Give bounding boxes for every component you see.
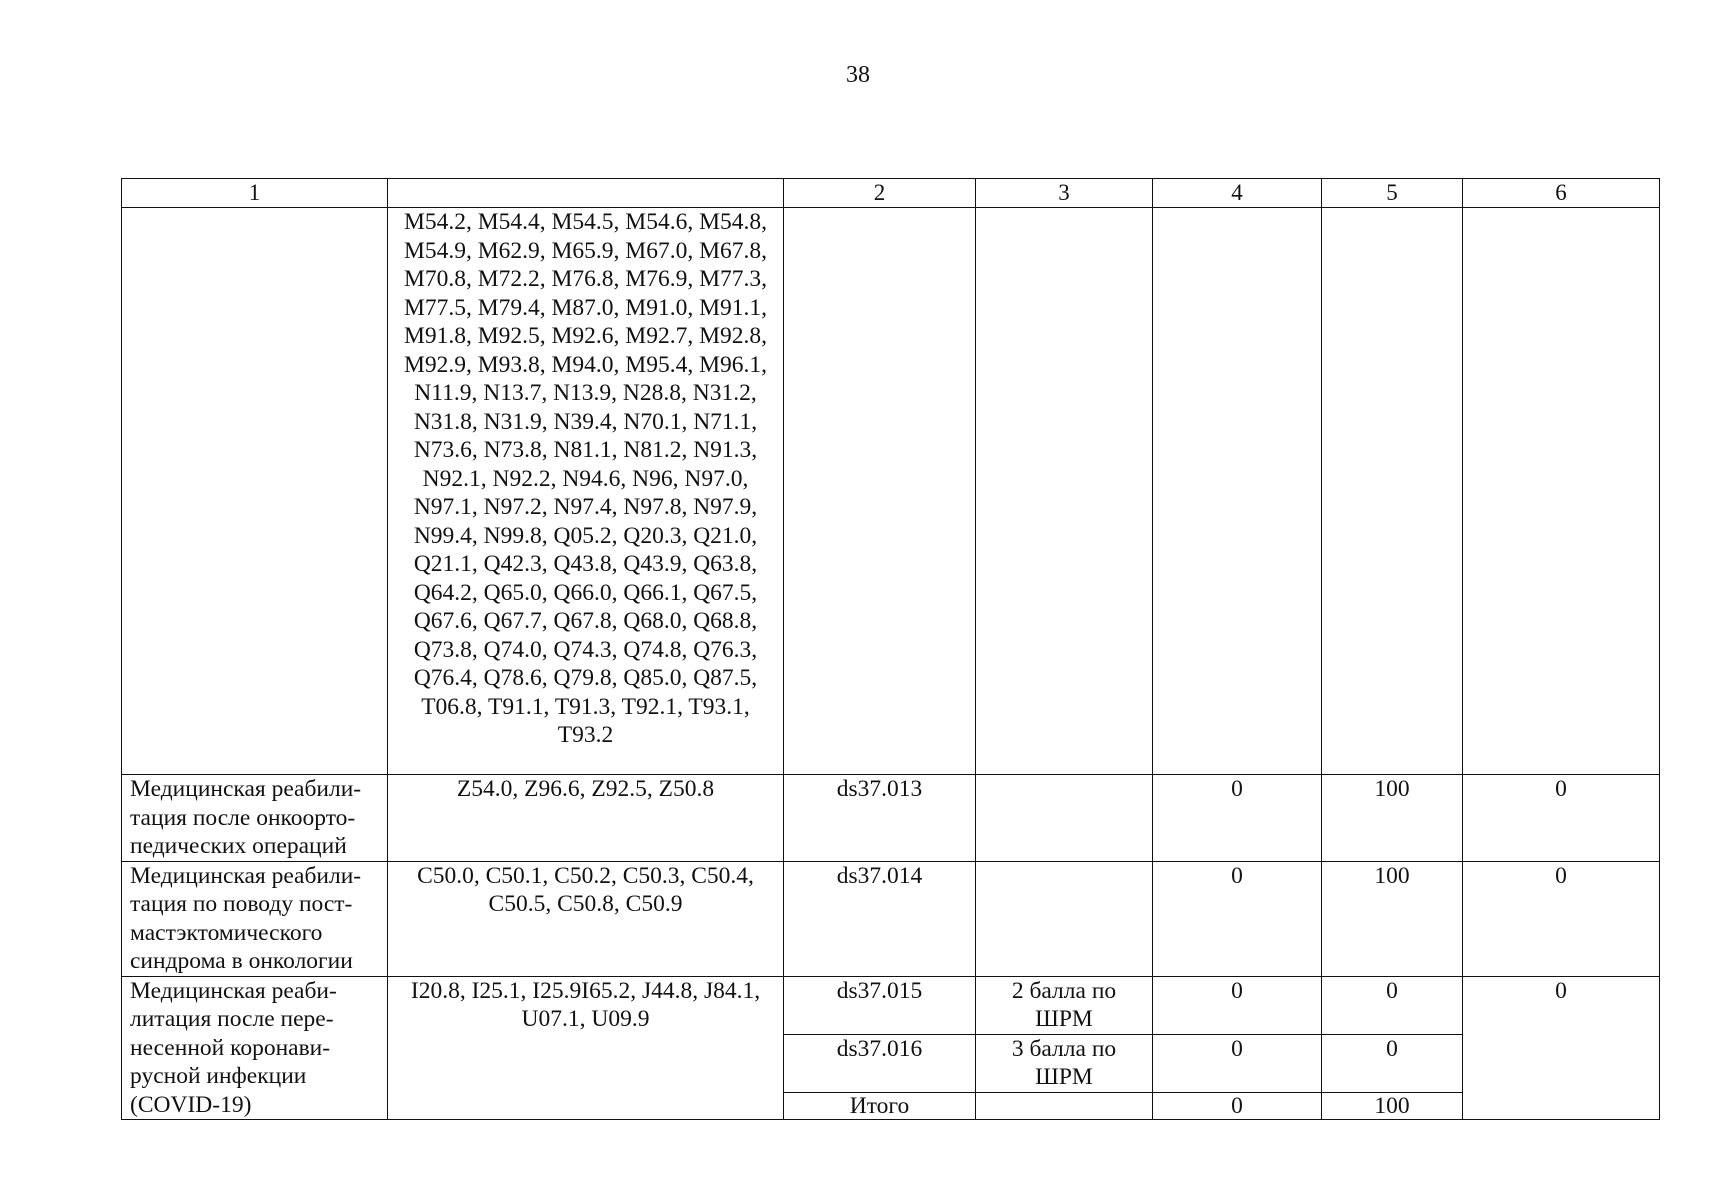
header-cell-6: 6 <box>1463 179 1660 208</box>
header-cell-2: 2 <box>784 179 976 208</box>
table-header-row <box>122 179 1660 208</box>
cell-continuation-codes: M54.2, M54.4, M54.5, M54.6, M54.8, M54.9, M62.9, M65.9, M67.0, M67.8, M70.8, M72.2, M76.8, M76.9, M77.3, M77.5, M79.4, M87.0, M91.0, M91.1, M91.8, M92.5, M92.6, M92.7, M92.8, M92.9, M93.8, M94.0, M95.4, M96.1, N11.9, N13.7, N13.9, N28.8, N31.2, N31.8, N31.9, N39.4, N70.1, N71.1, N73.6, N73.8, N81.1, N81.2, N91.3, N92.1, N92.2, N94.6, N96, N97.0, N97.1, N97.2, N97.4, N97.8, N97.9, N99.4, N99.8, Q05.2, Q20.3, Q21.0, Q21.1, Q42.3, Q43.8, Q43.9, Q63.8, Q64.2, Q65.0, Q66.0, Q66.1, Q67.5, Q67.6, Q67.7, Q67.8, Q68.0, Q68.8, Q73.8, Q74.0, Q74.3, Q74.8, Q76.3, Q76.4, Q78.6, Q79.8, Q85.0, Q87.5, T06.8, T91.1, T91.3, T92.1, T93.1, T93.2 <box>388 208 784 775</box>
cell-col-5: 100 <box>1322 861 1463 976</box>
cell-rehab-name: Медицинская реаби-литация после пере-несенной коронави-русной инфекции (COVID-19) <box>122 976 388 1120</box>
cell-ksg-code: ds37.014 <box>784 861 976 976</box>
cell-diagnosis-codes: I20.8, I25.1, I25.9I65.2, J44.8, J84.1, U07.1, U09.9 <box>388 976 784 1120</box>
cell-col-4: 0 <box>1153 861 1322 976</box>
cell-col-4: 0 <box>1153 1092 1322 1119</box>
cell-col-5: 0 <box>1322 976 1463 1034</box>
cell-empty <box>976 208 1153 775</box>
cell-rehab-name: Медицинская реабили-тация по поводу пост-мастэктомического синдрома в онкологии <box>122 861 388 976</box>
cell-ksg-code: ds37.016 <box>784 1034 976 1092</box>
cell-empty-name <box>122 208 388 775</box>
table-row-continuation <box>122 208 1660 775</box>
cell-empty <box>1153 208 1322 775</box>
cell-empty <box>1322 208 1463 775</box>
table-row-oncoortho <box>122 775 1660 862</box>
page-number: 38 <box>846 62 870 88</box>
cell-criteria <box>976 775 1153 862</box>
cell-diagnosis-codes: Z54.0, Z96.6, Z92.5, Z50.8 <box>388 775 784 862</box>
header-cell-3: 3 <box>976 179 1153 208</box>
cell-empty <box>784 208 976 775</box>
cell-col-4: 0 <box>1153 1034 1322 1092</box>
header-cell-blank <box>388 179 784 208</box>
cell-total-label: Итого <box>784 1092 976 1119</box>
cell-col-6: 0 <box>1463 861 1660 976</box>
cell-criteria: 3 балла по ШРМ <box>976 1034 1153 1092</box>
cell-criteria: 2 балла по ШРМ <box>976 976 1153 1034</box>
cell-rehab-name: Медицинская реабили-тация после онкоорто-педических операций <box>122 775 388 862</box>
cell-criteria <box>976 861 1153 976</box>
cell-col-4: 0 <box>1153 775 1322 862</box>
header-cell-5: 5 <box>1322 179 1463 208</box>
cell-empty <box>1463 208 1660 775</box>
cell-col-5: 100 <box>1322 1092 1463 1119</box>
cell-col-5: 0 <box>1322 1034 1463 1092</box>
tariff-table <box>121 178 1660 1120</box>
cell-col-5: 100 <box>1322 775 1463 862</box>
table-row-covid-1 <box>122 976 1660 1034</box>
cell-diagnosis-codes: C50.0, C50.1, C50.2, C50.3, C50.4, C50.5, C50.8, C50.9 <box>388 861 784 976</box>
cell-col-6: 0 <box>1463 976 1660 1120</box>
cell-col-6: 0 <box>1463 775 1660 862</box>
header-cell-4: 4 <box>1153 179 1322 208</box>
table-row-postmastectomy <box>122 861 1660 976</box>
cell-col-4: 0 <box>1153 976 1322 1034</box>
cell-ksg-code: ds37.013 <box>784 775 976 862</box>
cell-ksg-code: ds37.015 <box>784 976 976 1034</box>
header-cell-1: 1 <box>122 179 388 208</box>
cell-criteria <box>976 1092 1153 1119</box>
